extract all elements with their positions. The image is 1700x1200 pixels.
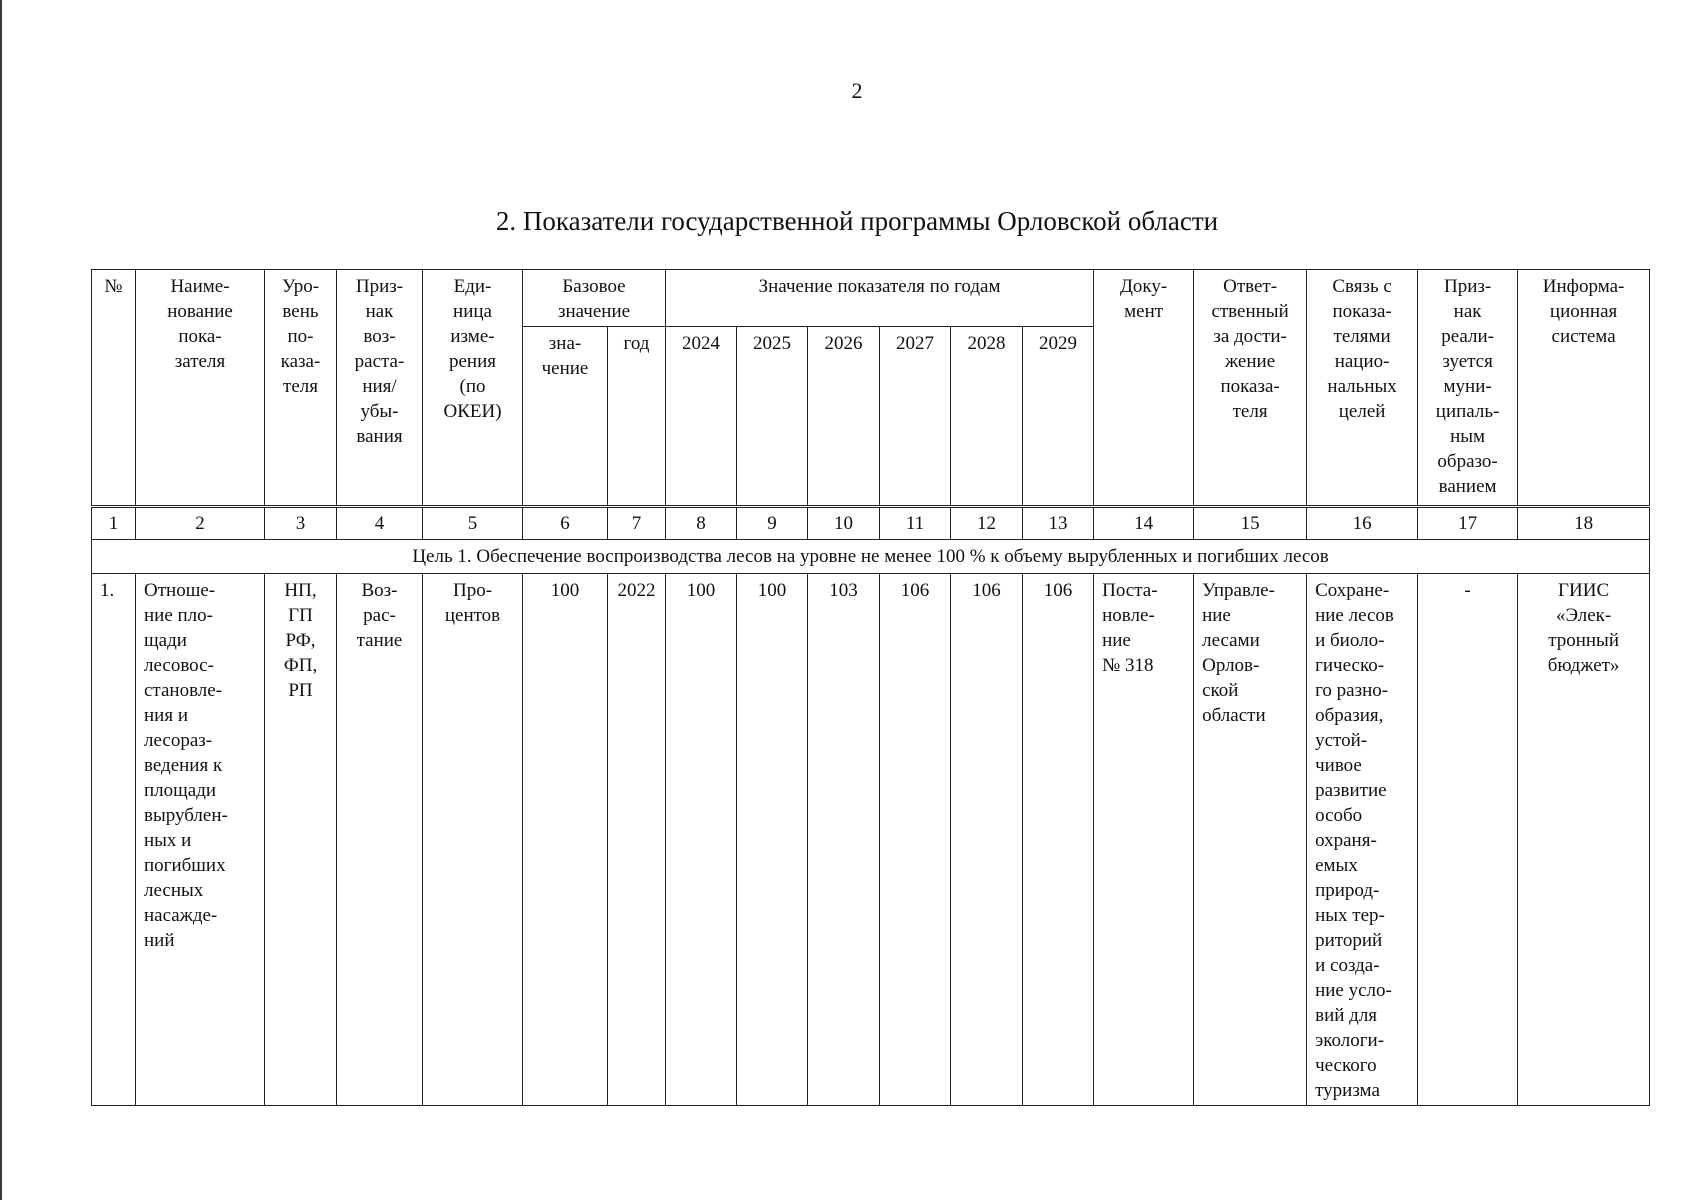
header-year-2028: 2028	[951, 327, 1023, 507]
header-base: Базовое значение	[523, 270, 666, 327]
header-year-2029: 2029	[1023, 327, 1094, 507]
value-2027: 106	[880, 574, 951, 1106]
header-municipal: Приз- нак реали- зуется муни- ципаль- ным образо- ванием	[1418, 270, 1518, 507]
header-base-value: зна- чение	[523, 327, 608, 507]
column-number: 6	[523, 507, 608, 540]
header-unit: Еди- ница изме- рения (по ОКЕИ)	[423, 270, 523, 507]
column-number: 8	[666, 507, 737, 540]
header-system: Информа- ционная система	[1518, 270, 1650, 507]
header-name: Наиме- нование пока- зателя	[136, 270, 265, 507]
indicator-name: Отноше- ние пло- щади лесовос- становле- ния и лесораз- ведения к площади вырублен- ных и погибших лесных насажде- ний	[136, 574, 265, 1106]
value-2026: 103	[808, 574, 880, 1106]
page-number: 2	[851, 78, 863, 103]
column-number: 10	[808, 507, 880, 540]
goal-text: Цель 1. Обеспечение воспроизводства лесов на уровне не менее 100 % к объему вырубленных и погибших лесов	[92, 540, 1650, 574]
indicator-trend: Воз- рас- тание	[337, 574, 423, 1106]
page-left-edge-line	[0, 0, 2, 1200]
value-2025: 100	[737, 574, 808, 1106]
column-number: 4	[337, 507, 423, 540]
value-2029: 106	[1023, 574, 1094, 1106]
column-number: 7	[608, 507, 666, 540]
header-responsible: Ответ- ственный за дости- жение показа- теля	[1194, 270, 1307, 507]
column-number: 17	[1418, 507, 1518, 540]
header-row-1	[92, 270, 1650, 327]
value-2028: 106	[951, 574, 1023, 1106]
national-goals-link: Сохране- ние лесов и биоло- гическо- го разно- образия, устой- чивое развитие особо охраня- емых природ- ных тер- риторий и созда- ние усло- вий для экологи- ческого туризма	[1307, 574, 1418, 1106]
base-value: 100	[523, 574, 608, 1106]
column-number: 16	[1307, 507, 1418, 540]
header-level: Уро- вень по- каза- теля	[265, 270, 337, 507]
column-number: 3	[265, 507, 337, 540]
column-number: 18	[1518, 507, 1650, 540]
column-number: 2	[136, 507, 265, 540]
document-ref: Поста- новле- ние № 318	[1094, 574, 1194, 1106]
column-number: 15	[1194, 507, 1307, 540]
responsible-body: Управле- ние лесами Орлов- ской области	[1194, 574, 1307, 1106]
table-row	[92, 574, 1650, 1106]
column-number: 5	[423, 507, 523, 540]
goal-row	[92, 540, 1650, 574]
indicators-table	[91, 269, 1650, 1106]
municipal-flag: -	[1418, 574, 1518, 1106]
column-number: 11	[880, 507, 951, 540]
header-year-2025: 2025	[737, 327, 808, 507]
header-no: №	[92, 270, 136, 507]
document-title: 2. Показатели государственной программы Орловской области	[495, 206, 1219, 236]
header-doc: Доку- мент	[1094, 270, 1194, 507]
header-base-year: год	[608, 327, 666, 507]
indicator-unit: Про- центов	[423, 574, 523, 1106]
column-number: 1	[92, 507, 136, 540]
column-number-row	[92, 507, 1650, 540]
indicator-level: НП, ГП РФ, ФП, РП	[265, 574, 337, 1106]
header-link: Связь с показа- телями нацио- нальных целей	[1307, 270, 1418, 507]
column-number: 14	[1094, 507, 1194, 540]
information-system: ГИИС «Элек- тронный бюджет»	[1518, 574, 1650, 1106]
base-year: 2022	[608, 574, 666, 1106]
header-trend: Приз- нак воз- раста- ния/ убы- вания	[337, 270, 423, 507]
column-number: 9	[737, 507, 808, 540]
column-number: 12	[951, 507, 1023, 540]
header-by-years: Значение показателя по годам	[666, 270, 1094, 327]
row-number: 1.	[92, 574, 136, 1106]
column-number: 13	[1023, 507, 1094, 540]
header-year-2027: 2027	[880, 327, 951, 507]
header-year-2024: 2024	[666, 327, 737, 507]
value-2024: 100	[666, 574, 737, 1106]
header-year-2026: 2026	[808, 327, 880, 507]
